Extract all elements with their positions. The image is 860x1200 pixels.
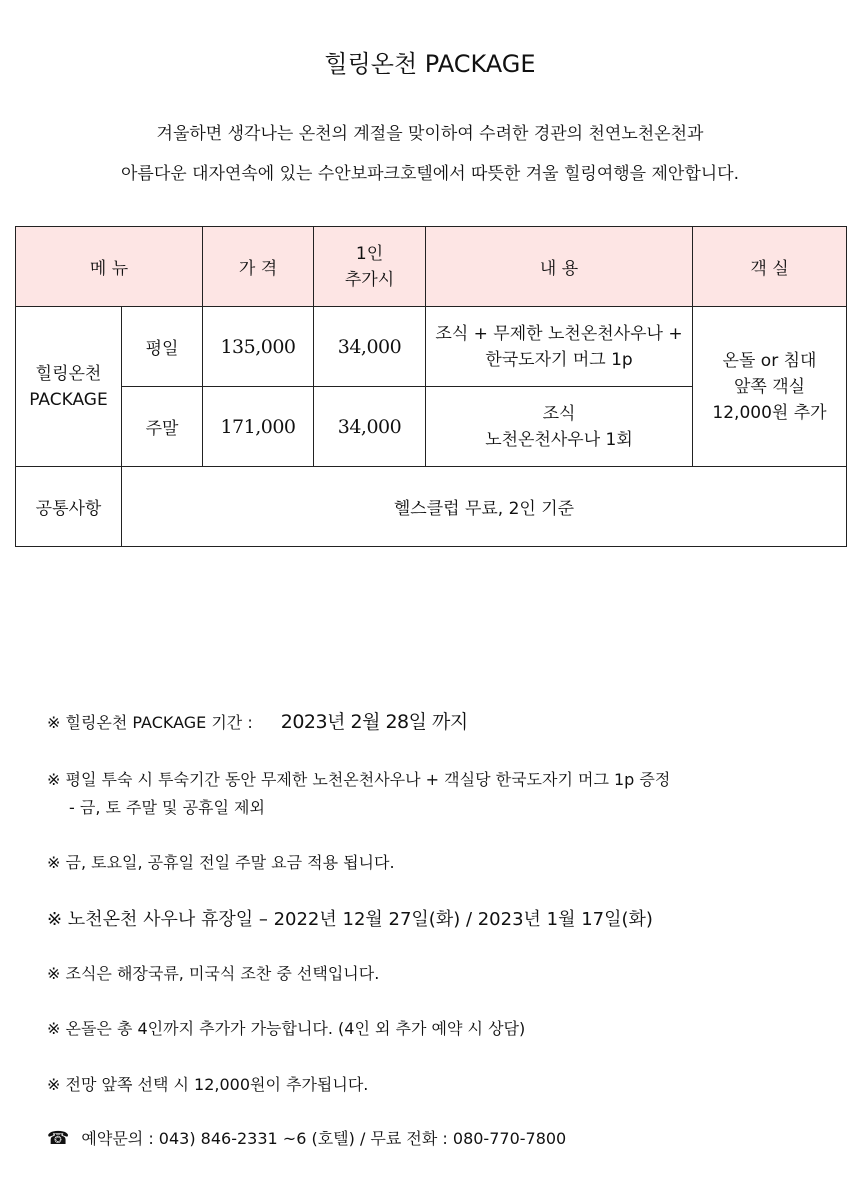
header-content: 내 용 [426, 227, 693, 307]
header-price: 가 격 [203, 227, 314, 307]
header-extra-line2: 추가시 [344, 269, 395, 290]
note-breakfast: ※ 조식은 해장국류, 미국식 조찬 중 선택입니다. [47, 964, 380, 983]
note-weekend-rate: ※ 금, 토요일, 공휴일 전일 주말 요금 적용 됩니다. [47, 853, 395, 872]
room-line1: 온돌 or 침대 [722, 350, 817, 371]
weekday-content-line1: 조식 + 무제한 노천온천사우나 + [435, 323, 683, 344]
page-title: 힐링온천 PACKAGE [324, 50, 536, 78]
note-view: ※ 전망 앞쪽 선택 시 12,000원이 추가됩니다. [47, 1075, 369, 1094]
intro-line-1: 겨울하면 생각나는 온천의 계절을 맞이하여 수려한 경관의 천연노천온천과 [156, 124, 704, 144]
weekend-price: 171,000 [203, 387, 314, 467]
package-name-cell [16, 307, 122, 467]
package-table [15, 226, 847, 547]
package-name-line2: PACKAGE [29, 389, 108, 410]
common-value: 헬스클럽 무료, 2인 기준 [122, 467, 847, 547]
period-label: ※ 힐링온천 PACKAGE 기간 : [47, 713, 253, 732]
header-menu: 메 뉴 [16, 227, 203, 307]
telephone-icon: ☎ [47, 1128, 70, 1149]
table-row [16, 307, 847, 387]
weekend-content-line1: 조식 [542, 403, 576, 424]
room-line3: 12,000원 추가 [712, 402, 827, 423]
weekday-label: 평일 [122, 307, 203, 387]
contact-text: 예약문의 : 043) 846-2331 ~6 (호텔) / 무료 전화 : 080-770-7800 [81, 1129, 567, 1148]
package-name-line1: 힐링온천 [35, 363, 102, 384]
note-period [47, 707, 468, 734]
header-room: 객 실 [693, 227, 847, 307]
period-value: 2023년 2월 28일 까지 [280, 711, 468, 733]
room-cell [693, 307, 847, 467]
weekend-content [426, 387, 693, 467]
weekday-price: 135,000 [203, 307, 314, 387]
note-weekday-benefit-sub: - 금, 토 주말 및 공휴일 제외 [69, 798, 265, 817]
note-ondol: ※ 온돌은 총 4인까지 추가가 가능합니다. (4인 외 추가 예약 시 상담) [47, 1019, 526, 1038]
weekday-content-line2: 한국도자기 머그 1p [485, 349, 633, 370]
weekend-content-line2: 노천온천사우나 1회 [485, 429, 633, 450]
weekday-content [426, 307, 693, 387]
room-line2: 앞쪽 객실 [733, 376, 806, 397]
weekend-label: 주말 [122, 387, 203, 467]
weekend-extra: 34,000 [314, 387, 426, 467]
header-extra [314, 227, 426, 307]
common-label: 공통사항 [16, 467, 122, 547]
header-extra-line1: 1인 [355, 243, 384, 264]
note-contact [47, 1126, 566, 1149]
weekday-extra: 34,000 [314, 307, 426, 387]
table-row [16, 467, 847, 547]
note-sauna-closed: ※ 노천온천 사우나 휴장일 – 2022년 12월 27일(화) / 2023년 1월 17일(화) [47, 909, 653, 930]
intro-line-2: 아름다운 대자연속에 있는 수안보파크호텔에서 따뜻한 겨울 힐링여행을 제안합니다. [121, 164, 739, 184]
note-weekday-benefit: ※ 평일 투숙 시 투숙기간 동안 무제한 노천온천사우나 + 객실당 한국도자기 머그 1p 증정 [47, 770, 671, 789]
